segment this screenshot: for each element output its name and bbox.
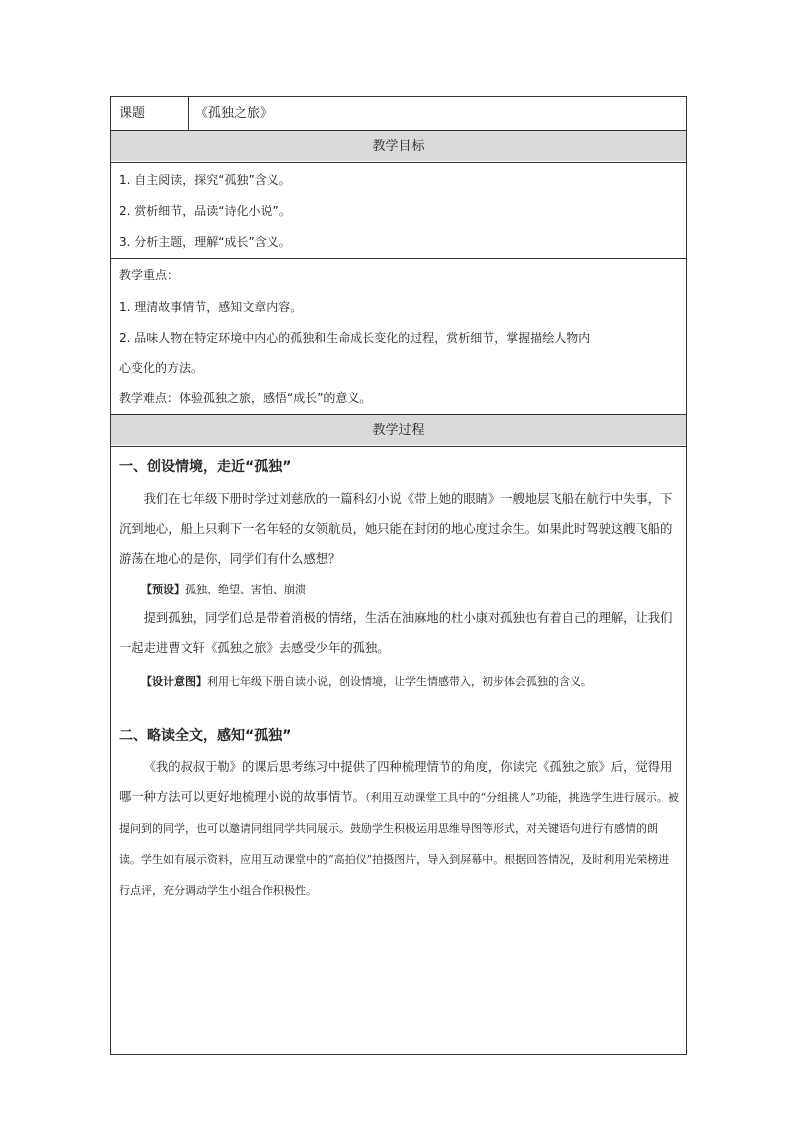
- key-points-section: [111, 258, 686, 414]
- preset-text: 孤独、绝望、害怕、崩溃: [185, 583, 306, 596]
- goal-item-3: 3. 分析主题，理解“成长”含义。: [119, 235, 291, 249]
- section-1-paragraph-1: 我们在七年级下册时学过刘慈欣的一篇科幻小说《带上她的眼睛》一艘地层飞船在航行中失事，下沉到地心，船上只剩下一名年轻的女领航员，她只能在封闭的地心度过余生。如果此时驾驶这艘飞船的游荡在地心的是你，同学们有什么感想？: [119, 492, 673, 566]
- lesson-plan-table: [110, 96, 687, 1055]
- design-intent-note: [119, 669, 679, 694]
- goal-item-1: 1. 自主阅读，探究“孤独”含义。: [119, 173, 291, 187]
- key-points-heading: 教学重点：: [119, 268, 180, 282]
- title-row: [111, 97, 686, 130]
- goal-item-2: 2. 赏析细节，品读“诗化小说”。: [119, 204, 291, 218]
- lesson-title: 《孤独之旅》: [195, 106, 274, 121]
- design-intent-text: 利用七年级下册自读小说，创设情境，让学生情感带入，初步体会孤独的含义。: [207, 675, 592, 688]
- section-1-title: 一、创设情境，走近“孤独”: [119, 459, 292, 475]
- process-section: [111, 446, 686, 1054]
- preset-note: [119, 577, 679, 602]
- section-2-title: 二、略读全文，感知“孤独”: [119, 728, 292, 744]
- process-heading: 教学过程: [111, 414, 686, 445]
- section-1-paragraph-2: 提到孤独，同学们总是带着消极的情绪，生活在油麻地的杜小康对孤独也有着自己的理解，让我们一起走进曹文轩《孤独之旅》去感受少年的孤独。: [119, 611, 673, 655]
- difficulty-point: 教学难点：体验孤独之旅，感悟“成长”的意义。: [119, 391, 372, 405]
- section-2-paragraph: [119, 752, 679, 906]
- goals-heading: 教学目标: [111, 130, 686, 161]
- title-label: 课题: [111, 97, 189, 130]
- preset-label: 【预设】: [141, 583, 185, 596]
- key-point-2-cont: 心变化的方法。: [119, 361, 204, 375]
- section-2-main-text: 《我的叔叔于勒》的课后思考练习中提供了四种梳理情节的角度，你读完《孤独之旅》后，觉得用哪一种方法可以更好地梳理小说的故事情节。: [119, 760, 673, 804]
- key-point-2: 2. 品味人物在特定环境中内心的孤独和生命成长变化的过程，赏析细节，掌握描绘人物内: [119, 331, 591, 345]
- goals-section: [111, 162, 686, 258]
- section-2-note-text: （利用互动课堂工具中的“分组挑人”功能，挑选学生进行展示。被提问到的同学，也可以邀请同组同学共同展示。鼓励学生积极运用思维导图等形式，对关键语句进行有感情的朗读。学生如有展示资料，应用互动课堂中的“高拍仪”拍摄图片，导入到屏幕中。根据回答情况，及时利用光荣榜进行点评，充分调动学生小组合作积极性。: [119, 791, 679, 897]
- key-point-1: 1. 理清故事情节，感知文章内容。: [119, 300, 303, 314]
- design-intent-label: 【设计意图】: [141, 675, 207, 688]
